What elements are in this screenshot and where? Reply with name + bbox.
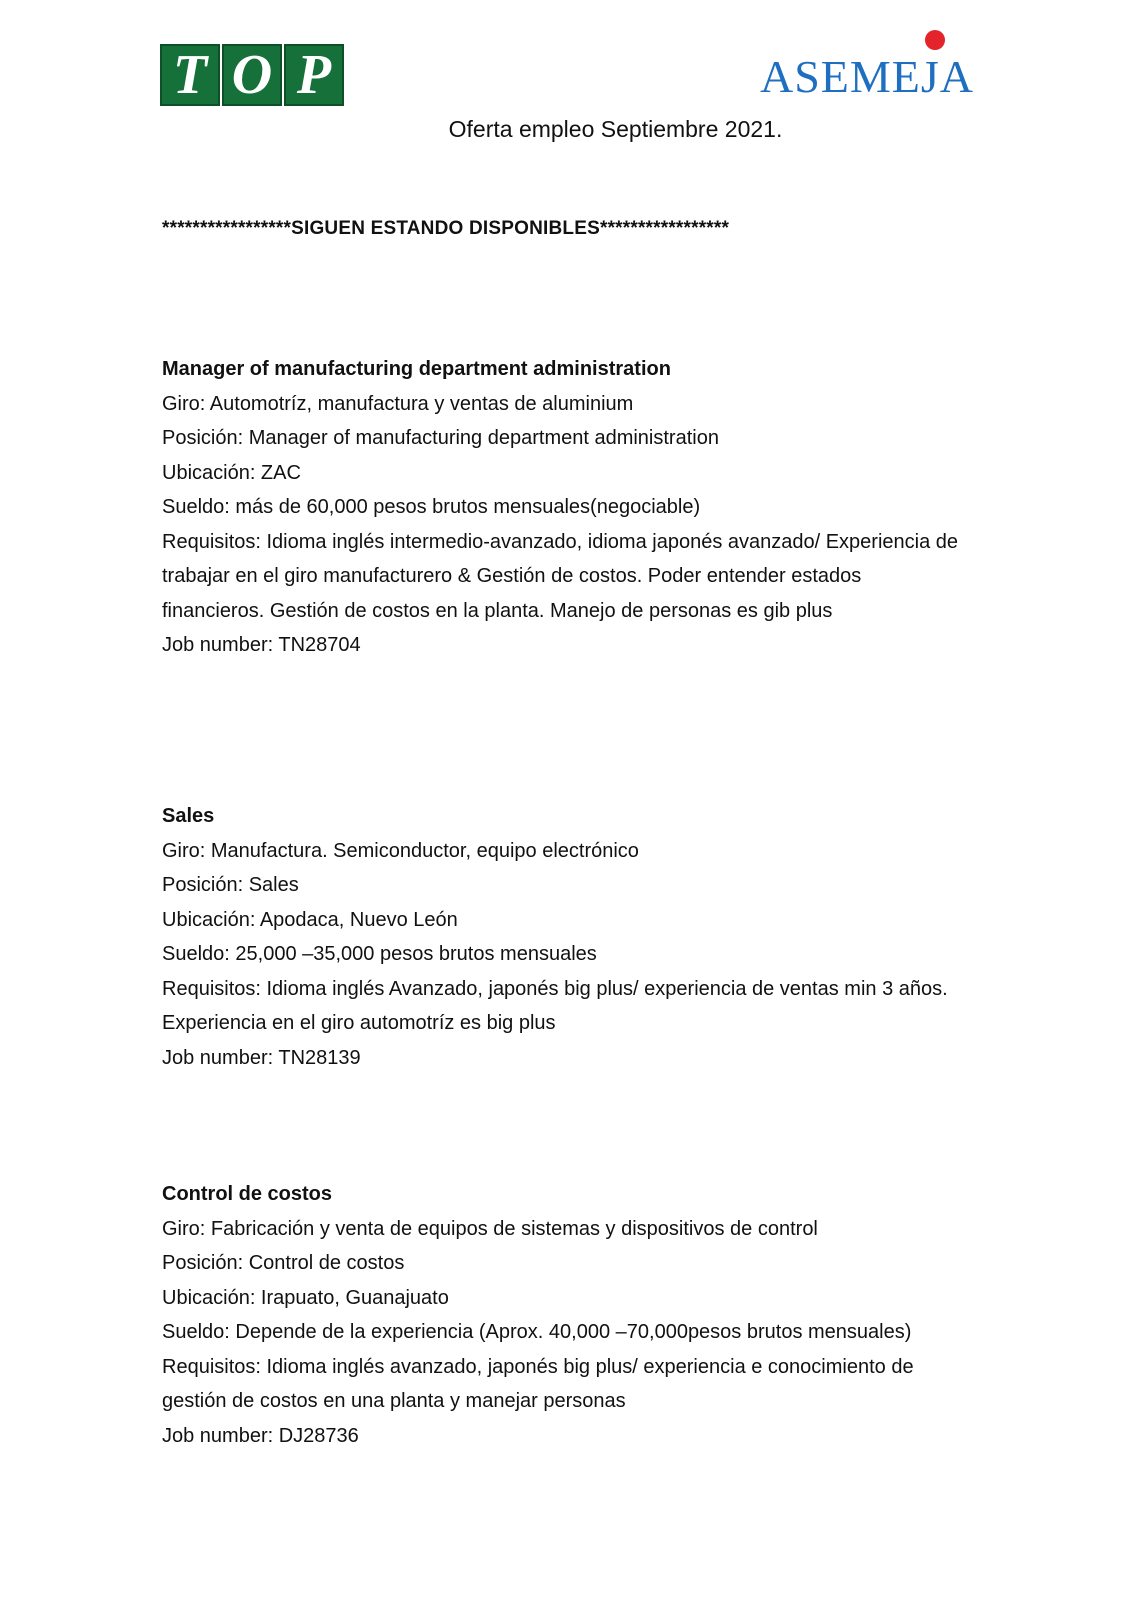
job-location: Ubicación: Irapuato, Guanajuato xyxy=(162,1286,449,1309)
job-location: Ubicación: ZAC xyxy=(162,461,301,484)
asemeja-logo-dot-icon xyxy=(925,30,945,50)
job-location: Ubicación: Apodaca, Nuevo León xyxy=(162,908,458,931)
job-industry: Giro: Automotríz, manufactura y ventas de aluminium xyxy=(162,392,634,415)
page-title: Oferta empleo Septiembre 2021. xyxy=(448,116,783,142)
top-logo-letter-p: P xyxy=(284,44,344,106)
job-requirements: Requisitos: Idioma inglés Avanzado, japonés big plus/ experiencia de ventas min 3 años. Experiencia en el giro automotríz es big plus xyxy=(162,977,948,1034)
availability-banner: *****************SIGUEN ESTANDO DISPONIBLES***************** xyxy=(162,218,730,239)
job-salary: Sueldo: más de 60,000 pesos brutos mensuales(negociable) xyxy=(162,496,701,518)
top-logo-letter-o: O xyxy=(222,44,282,106)
job-heading: Control de costos xyxy=(162,1183,333,1205)
job-industry: Giro: Manufactura. Semiconductor, equipo electrónico xyxy=(162,839,639,862)
job-industry: Giro: Fabricación y venta de equipos de sistemas y dispositivos de control xyxy=(162,1217,818,1240)
job-heading: Manager of manufacturing department administration xyxy=(162,358,671,380)
job-position: Posición: Sales xyxy=(162,874,299,896)
job-requirements: Requisitos: Idioma inglés intermedio-avanzado, idioma japonés avanzado/ Experiencia de trabajar en el giro manufacturero & Gestión de costos. Poder entender estados financieros. Gestión de costos en la planta. Manejo de personas es gib plus xyxy=(162,530,959,622)
job-heading: Sales xyxy=(162,805,215,827)
job-number: Job number: TN28139 xyxy=(162,1046,361,1069)
job-number: Job number: DJ28736 xyxy=(162,1424,359,1447)
job-salary: Sueldo: 25,000 –35,000 pesos brutos mensuales xyxy=(162,943,597,965)
job-position: Posición: Manager of manufacturing department administration xyxy=(162,427,719,449)
job-listing xyxy=(162,1177,962,1453)
job-position: Posición: Control de costos xyxy=(162,1252,405,1274)
job-listing xyxy=(162,799,962,1075)
top-logo-letter-t: T xyxy=(160,44,220,106)
job-listing xyxy=(162,352,962,663)
job-salary: Sueldo: Depende de la experiencia (Aprox. 40,000 –70,000pesos brutos mensuales) xyxy=(162,1321,912,1343)
asemeja-logo-text: ASEMEJA xyxy=(760,51,975,102)
job-number: Job number: TN28704 xyxy=(162,634,361,656)
top-logo xyxy=(160,44,344,106)
job-requirements: Requisitos: Idioma inglés avanzado, japonés big plus/ experiencia e conocimiento de gestión de costos en una planta y manejar personas xyxy=(162,1355,914,1412)
